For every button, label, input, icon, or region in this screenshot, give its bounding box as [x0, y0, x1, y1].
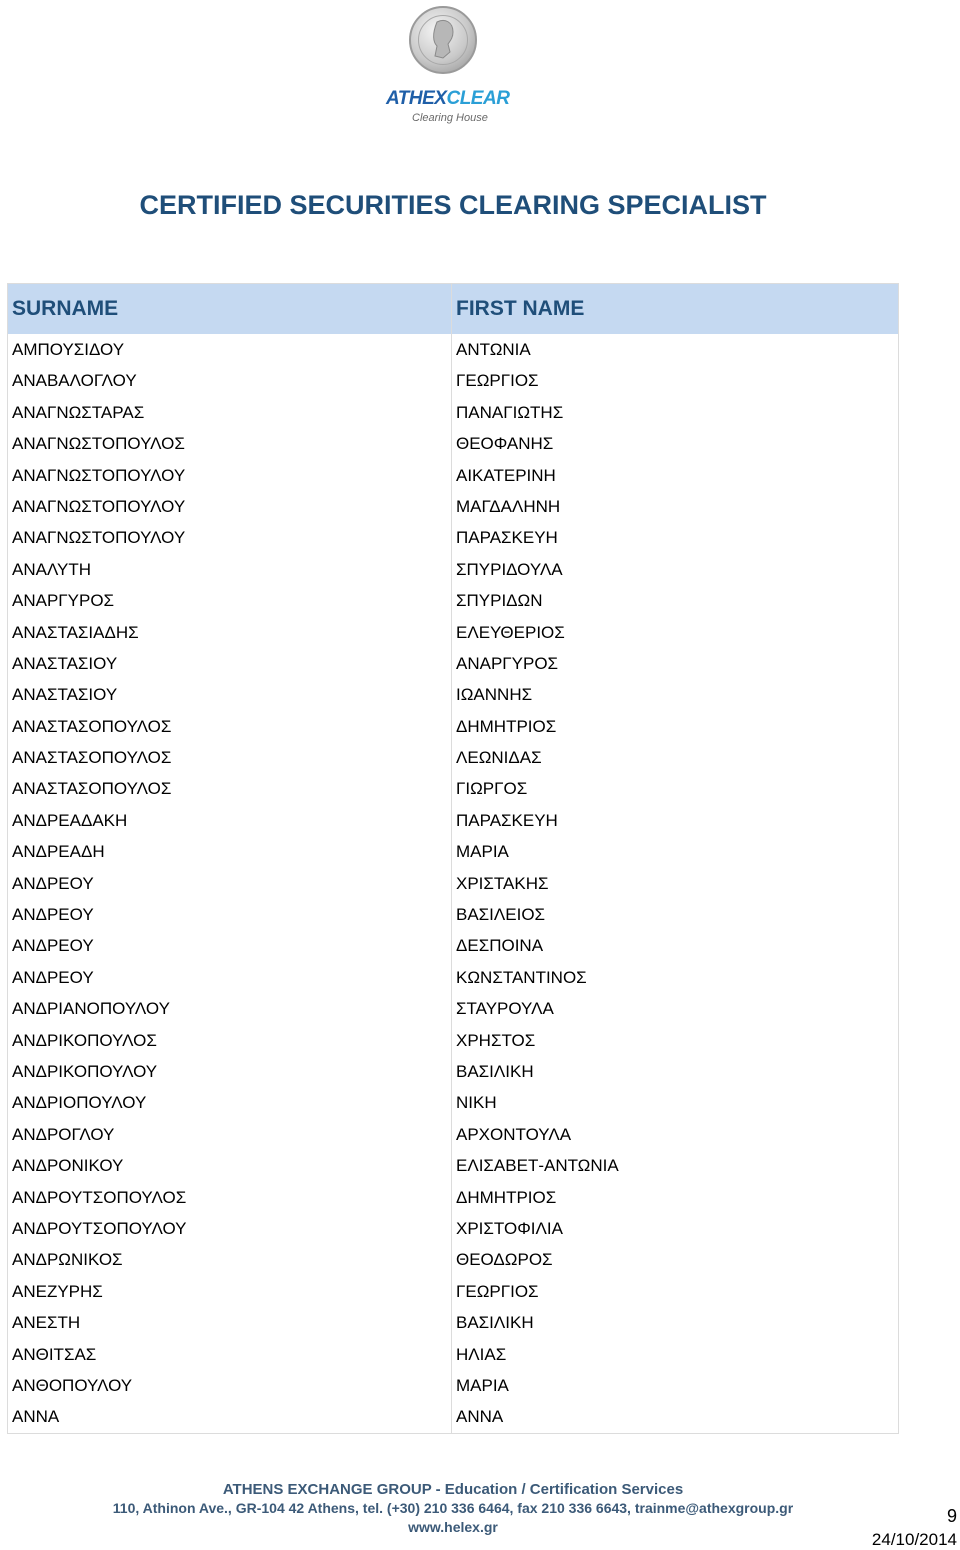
- first-name-cell: ΑΝΑΡΓΥΡΟΣ: [456, 653, 559, 673]
- surname-cell: ΑΝΕΖΥΡΗΣ: [8, 1276, 452, 1307]
- table-row: [8, 711, 898, 742]
- coin-emblem-icon: [409, 6, 477, 74]
- surname-cell: ΑΝΔΡΙΟΠΟΥΛΟΥ: [8, 1087, 452, 1118]
- surname-cell: ΑΝΑΣΤΑΣΟΠΟΥΛΟΣ: [8, 773, 452, 804]
- first-name-cell: ΠΑΡΑΣΚΕΥΗ: [456, 528, 558, 548]
- surname-cell: ΑΝΘΟΠΟΥΛΟΥ: [8, 1370, 452, 1401]
- surname-cell: ΑΝΔΡΕΟΥ: [8, 962, 452, 993]
- brand-tagline: Clearing House: [412, 112, 488, 124]
- surname-cell: ΑΝΑΓΝΩΣΤΟΠΟΥΛΟΥ: [8, 522, 452, 553]
- surname-cell: ΑΝΑΓΝΩΣΤΟΠΟΥΛΟΥ: [8, 460, 452, 491]
- first-name-cell: ΘΕΟΔΩΡΟΣ: [456, 1250, 553, 1270]
- table-row: [8, 585, 898, 616]
- surname-cell: ΑΝΔΡΕΟΥ: [8, 868, 452, 899]
- first-name-cell: ΔΗΜΗΤΡΙΟΣ: [456, 1187, 557, 1207]
- brand-part1: ATHEX: [386, 88, 447, 109]
- table-row: [8, 742, 898, 773]
- first-name-cell: ΝΙΚΗ: [456, 1093, 497, 1113]
- first-name-cell: ΜΑΡΙΑ: [456, 842, 509, 862]
- first-name-cell: ΓΙΩΡΓΟΣ: [456, 779, 528, 799]
- table-row: [8, 1025, 898, 1056]
- first-name-cell: ΙΩΑΝΝΗΣ: [456, 685, 533, 705]
- table-row: [8, 868, 898, 899]
- first-name-cell: ΧΡΙΣΤΑΚΗΣ: [456, 873, 549, 893]
- table-row: [8, 460, 898, 491]
- surname-cell: ΑΝΔΡΕΑΔΑΚΗ: [8, 805, 452, 836]
- first-name-cell: ΜΑΓΔΑΛΗΝΗ: [456, 496, 561, 516]
- surname-cell: ΑΝΔΡΕΟΥ: [8, 899, 452, 930]
- page-number: 9: [946, 1506, 957, 1526]
- surname-cell: ΑΝΔΡΟΥΤΣΟΠΟΥΛΟΥ: [8, 1213, 452, 1244]
- table-row: [8, 648, 898, 679]
- table-row: [8, 1213, 898, 1244]
- first-name-cell: ΧΡΙΣΤΟΦΙΛΙΑ: [456, 1218, 563, 1238]
- footer-website: www.helex.gr: [408, 1519, 498, 1535]
- table-row: [8, 1307, 898, 1338]
- first-name-cell: ΒΑΣΙΛΕΙΟΣ: [456, 905, 546, 925]
- table-row: [8, 962, 898, 993]
- surname-cell: ΑΝΑΓΝΩΣΤΟΠΟΥΛΟΣ: [8, 428, 452, 459]
- first-name-cell: ΛΕΩΝΙΔΑΣ: [456, 748, 542, 768]
- specialist-table: [7, 283, 899, 1434]
- first-name-cell: ΣΠΥΡΙΔΩΝ: [456, 591, 543, 611]
- first-name-cell: ΕΛΙΣΑΒΕΤ-ΑΝΤΩΝΙΑ: [456, 1156, 619, 1176]
- first-name-cell: ΔΕΣΠΟΙΝΑ: [456, 936, 544, 956]
- table-row: [8, 1370, 898, 1401]
- surname-cell: ΑΝΔΡΙΚΟΠΟΥΛΟΥ: [8, 1056, 452, 1087]
- table-row: [8, 617, 898, 648]
- table-row: [8, 1056, 898, 1087]
- surname-cell: ΑΝΑΣΤΑΣΙΟΥ: [8, 648, 452, 679]
- first-name-cell: ΣΠΥΡΙΔΟΥΛΑ: [456, 559, 563, 579]
- table-row: [8, 773, 898, 804]
- surname-cell: ΑΝΔΡΕΟΥ: [8, 930, 452, 961]
- table-row: [8, 805, 898, 836]
- surname-cell: ΑΝΑΡΓΥΡΟΣ: [8, 585, 452, 616]
- table-row: [8, 1276, 898, 1307]
- table-row: [8, 1401, 898, 1432]
- first-name-cell: ΠΑΝΑΓΙΩΤΗΣ: [456, 402, 564, 422]
- first-name-cell: ΠΑΡΑΣΚΕΥΗ: [456, 810, 558, 830]
- first-name-cell: ΧΡΗΣΤΟΣ: [456, 1030, 536, 1050]
- first-name-cell: ΑΝΝΑ: [456, 1407, 504, 1427]
- athexclear-logo: [380, 6, 530, 124]
- footer-date: 24/10/2014: [871, 1530, 957, 1549]
- table-row: [8, 334, 898, 365]
- surname-cell: ΑΝΘΙΤΣΑΣ: [8, 1339, 452, 1370]
- surname-cell: ΑΝΑΣΤΑΣΟΠΟΥΛΟΣ: [8, 711, 452, 742]
- page-title: CERTIFIED SECURITIES CLEARING SPECIALIST: [139, 190, 767, 220]
- table-row: [8, 428, 898, 459]
- table-row: [8, 993, 898, 1024]
- first-name-cell: ΒΑΣΙΛΙΚΗ: [456, 1313, 534, 1333]
- surname-cell: ΑΝΔΡΕΑΔΗ: [8, 836, 452, 867]
- surname-cell: ΑΝΔΡΙΑΝΟΠΟΥΛΟΥ: [8, 993, 452, 1024]
- footer-organization: ATHENS EXCHANGE GROUP - Education / Certification Services: [222, 1481, 684, 1498]
- table-row: [8, 365, 898, 396]
- brand-name: [386, 88, 509, 110]
- first-name-cell: ΑΙΚΑΤΕΡΙΝΗ: [456, 465, 556, 485]
- first-name-cell: ΔΗΜΗΤΡΙΟΣ: [456, 716, 557, 736]
- surname-cell: ΑΝΔΡΟΥΤΣΟΠΟΥΛΟΣ: [8, 1182, 452, 1213]
- table-row: [8, 899, 898, 930]
- table-header: [8, 284, 898, 334]
- first-name-cell: ΑΝΤΩΝΙΑ: [456, 340, 531, 359]
- first-name-cell: ΗΛΙΑΣ: [456, 1344, 507, 1364]
- surname-cell: ΑΝΔΡΩΝΙΚΟΣ: [8, 1244, 452, 1275]
- table-row: [8, 1087, 898, 1118]
- first-name-cell: ΓΕΩΡΓΙΟΣ: [456, 1281, 539, 1301]
- table-row: [8, 522, 898, 553]
- table-row: [8, 1244, 898, 1275]
- first-name-header: FIRST NAME: [456, 297, 585, 320]
- first-name-cell: ΘΕΟΦΑΝΗΣ: [456, 434, 554, 454]
- surname-cell: ΑΝΑΣΤΑΣΟΠΟΥΛΟΣ: [8, 742, 452, 773]
- table-row: [8, 1150, 898, 1181]
- first-name-cell: ΓΕΩΡΓΙΟΣ: [456, 371, 539, 391]
- table-body: [8, 334, 898, 1433]
- surname-cell: ΑΝΔΡΙΚΟΠΟΥΛΟΣ: [8, 1025, 452, 1056]
- surname-cell: ΑΝΔΡΟΝΙΚΟΥ: [8, 1150, 452, 1181]
- table-row: [8, 491, 898, 522]
- table-row: [8, 554, 898, 585]
- surname-cell: ΑΝΕΣΤΗ: [8, 1307, 452, 1338]
- surname-cell: ΑΝΑΣΤΑΣΙΟΥ: [8, 679, 452, 710]
- table-row: [8, 1119, 898, 1150]
- first-name-cell: ΜΑΡΙΑ: [456, 1375, 509, 1395]
- surname-cell: ΑΝΔΡΟΓΛΟΥ: [8, 1119, 452, 1150]
- surname-cell: ΑΝΑΓΝΩΣΤΟΠΟΥΛΟΥ: [8, 491, 452, 522]
- brand-part2: CLEAR: [446, 88, 510, 109]
- surname-cell: ΑΝΝΑ: [8, 1401, 452, 1432]
- surname-cell: ΑΝΑΓΝΩΣΤΑΡΑΣ: [8, 397, 452, 428]
- footer-address: 110, Athinon Ave., GR-104 42 Athens, tel. (+30) 210 336 6464, fax 210 336 6643, trainme@athexgroup.gr: [112, 1500, 794, 1516]
- first-name-cell: ΚΩΝΣΤΑΝΤΙΝΟΣ: [456, 967, 587, 987]
- first-name-cell: ΕΛΕΥΘΕΡΙΟΣ: [456, 622, 565, 642]
- table-row: [8, 836, 898, 867]
- table-row: [8, 930, 898, 961]
- first-name-cell: ΒΑΣΙΛΙΚΗ: [456, 1061, 534, 1081]
- table-row: [8, 397, 898, 428]
- surname-header: SURNAME: [8, 284, 452, 334]
- surname-cell: ΑΝΑΛΥΤΗ: [8, 554, 452, 585]
- first-name-cell: ΑΡΧΟΝΤΟΥΛΑ: [456, 1124, 572, 1144]
- first-name-cell: ΣΤΑΥΡΟΥΛΑ: [456, 999, 554, 1019]
- table-row: [8, 679, 898, 710]
- table-row: [8, 1339, 898, 1370]
- surname-cell: ΑΝΑΣΤΑΣΙΑΔΗΣ: [8, 617, 452, 648]
- surname-cell: ΑΝΑΒΑΛΟΓΛΟΥ: [8, 365, 452, 396]
- surname-cell: ΑΜΠΟΥΣΙΔΟΥ: [8, 334, 452, 365]
- table-row: [8, 1182, 898, 1213]
